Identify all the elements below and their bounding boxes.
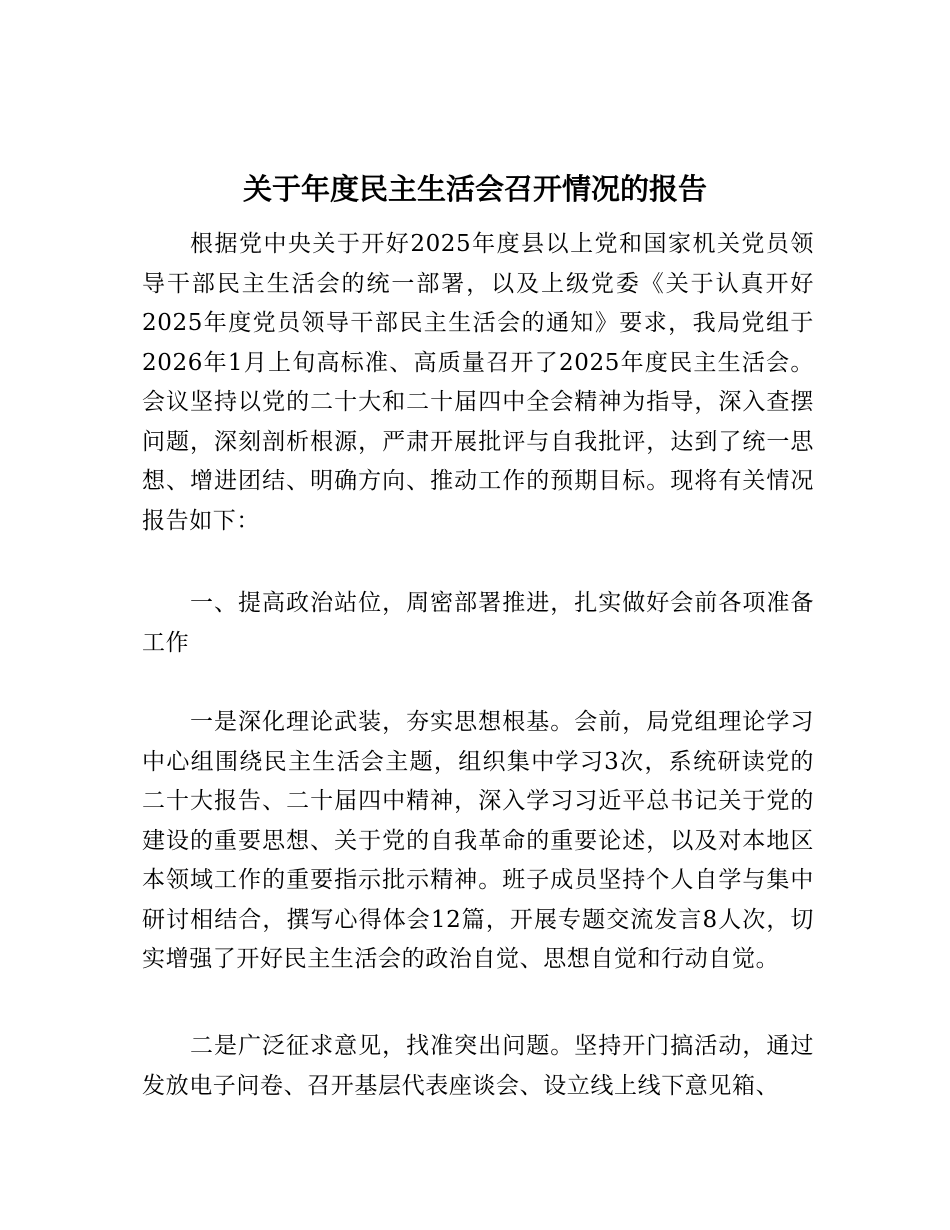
document-title: 关于年度民主生活会召开情况的报告 bbox=[242, 172, 707, 206]
paragraph-intro: 根据党中央关于开好2025年度县以上党和国家机关党员领导干部民主生活会的统一部署，以及上级党委《关于认真开好2025年度党员领导干部民主生活会的通知》要求，我局党组于2026年1月上旬高标准、高质量召开了2025年度民主生活会。会议坚持以党的二十大和二十届四中全会精神为指导，深入查摆问题，深刻剖析根源，严肃开展批评与自我批评，达到了统一思想、增进团结、明确方向、推动工作的预期目标。现将有关情况报告如下： bbox=[142, 231, 814, 534]
paragraph-item-2: 二是广泛征求意见，找准突出问题。坚持开门搞活动，通过发放电子问卷、召开基层代表座谈会、设立线上线下意见箱、 bbox=[142, 1033, 814, 1099]
section-heading-1: 一、提高政治站位，周密部署推进，扎实做好会前各项准备工作 bbox=[142, 590, 814, 656]
paragraph-item-1: 一是深化理论武装，夯实思想根基。会前，局党组理论学习中心组围绕民主生活会主题，组织集中学习3次，系统研读党的二十大报告、二十届四中精神，深入学习习近平总书记关于党的建设的重要思想、关于党的自我革命的重要论述，以及对本地区本领域工作的重要指示批示精神。班子成员坚持个人自学与集中研讨相结合，撰写心得体会12篇，开展专题交流发言8人次，切实增强了开好民主生活会的政治自觉、思想自觉和行动自觉。 bbox=[142, 709, 814, 972]
